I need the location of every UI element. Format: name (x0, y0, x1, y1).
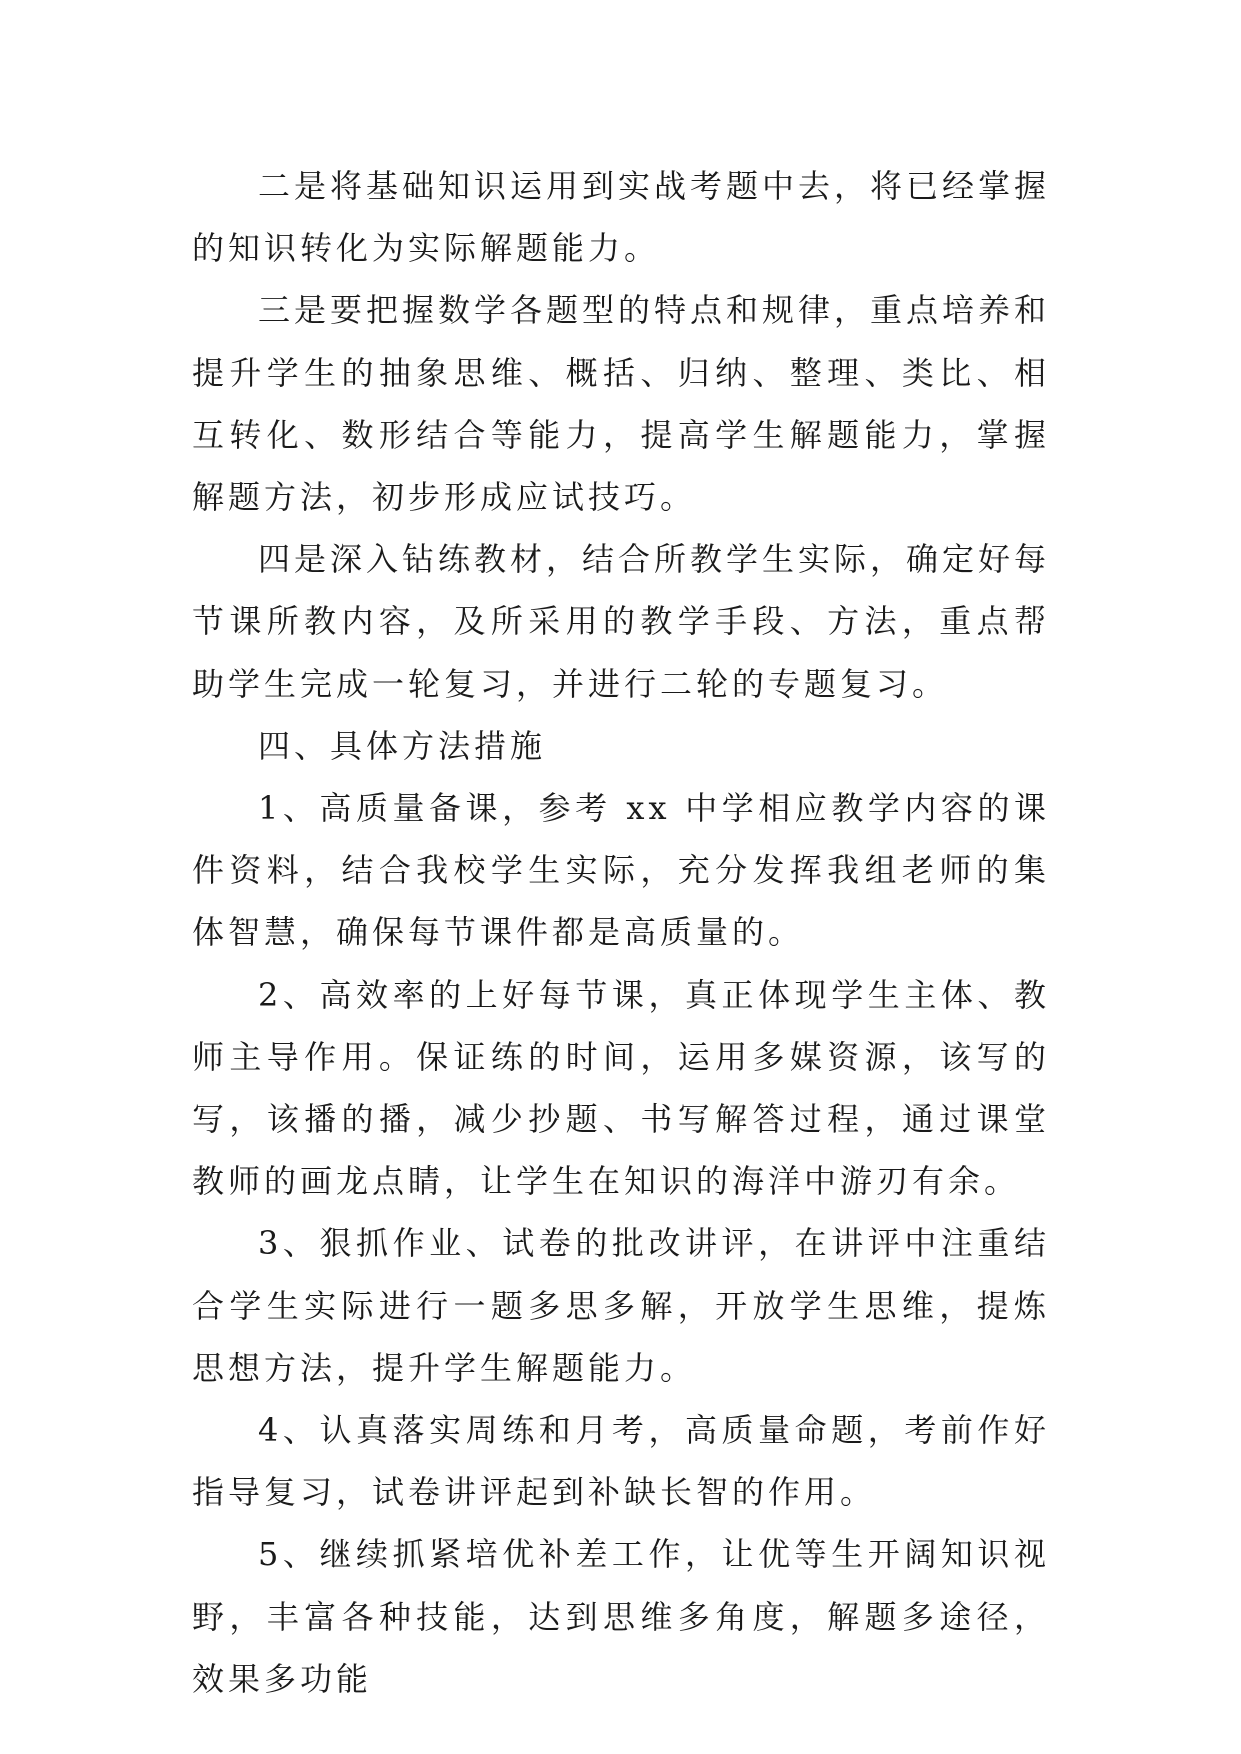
paragraph-question-types: 三是要把握数学各题型的特点和规律，重点培养和提升学生的抽象思维、概括、归纳、整理、类比、相互转化、数形结合等能力，提高学生解题能力，掌握解题方法，初步形成应试技巧。 (192, 291, 1051, 517)
paragraph-measure-3: 3、狠抓作业、试卷的批改讲评，在讲评中注重结合学生实际进行一题多思多解，开放学生思维，提炼思想方法，提升学生解题能力。 (192, 1224, 1050, 1387)
paragraph-textbook-study: 四是深入钻练教材，结合所教学生实际，确定好每节课所教内容，及所采用的教学手段、方法，重点帮助学生完成一轮复习，并进行二轮的专题复习。 (192, 540, 1051, 703)
paragraph-application: 二是将基础知识运用到实战考题中去，将已经掌握的知识转化为实际解题能力。 (192, 167, 1051, 268)
document-body (192, 155, 1050, 1710)
paragraph-measure-2: 2、高效率的上好每节课，真正体现学生主体、教师主导作用。保证练的时间，运用多媒资源，该写的写，该播的播，减少抄题、书写解答过程，通过课堂教师的画龙点睛，让学生在知识的海洋中游刃有余。 (192, 975, 1050, 1201)
paragraph-measure-5: 5、继续抓紧培优补差工作，让优等生开阔知识视野，丰富各种技能，达到思维多角度，解题多途径，效果多功能 (192, 1535, 1050, 1698)
paragraph-measure-4: 4、认真落实周练和月考，高质量命题，考前作好指导复习，试卷讲评起到补缺长智的作用。 (192, 1411, 1050, 1512)
paragraph-measure-1: 1、高质量备课，参考 xx 中学相应教学内容的课件资料，结合我校学生实际，充分发挥我组老师的集体智慧，确保每节课件都是高质量的。 (192, 789, 1050, 952)
section-heading-measures: 四、具体方法措施 (258, 726, 547, 765)
